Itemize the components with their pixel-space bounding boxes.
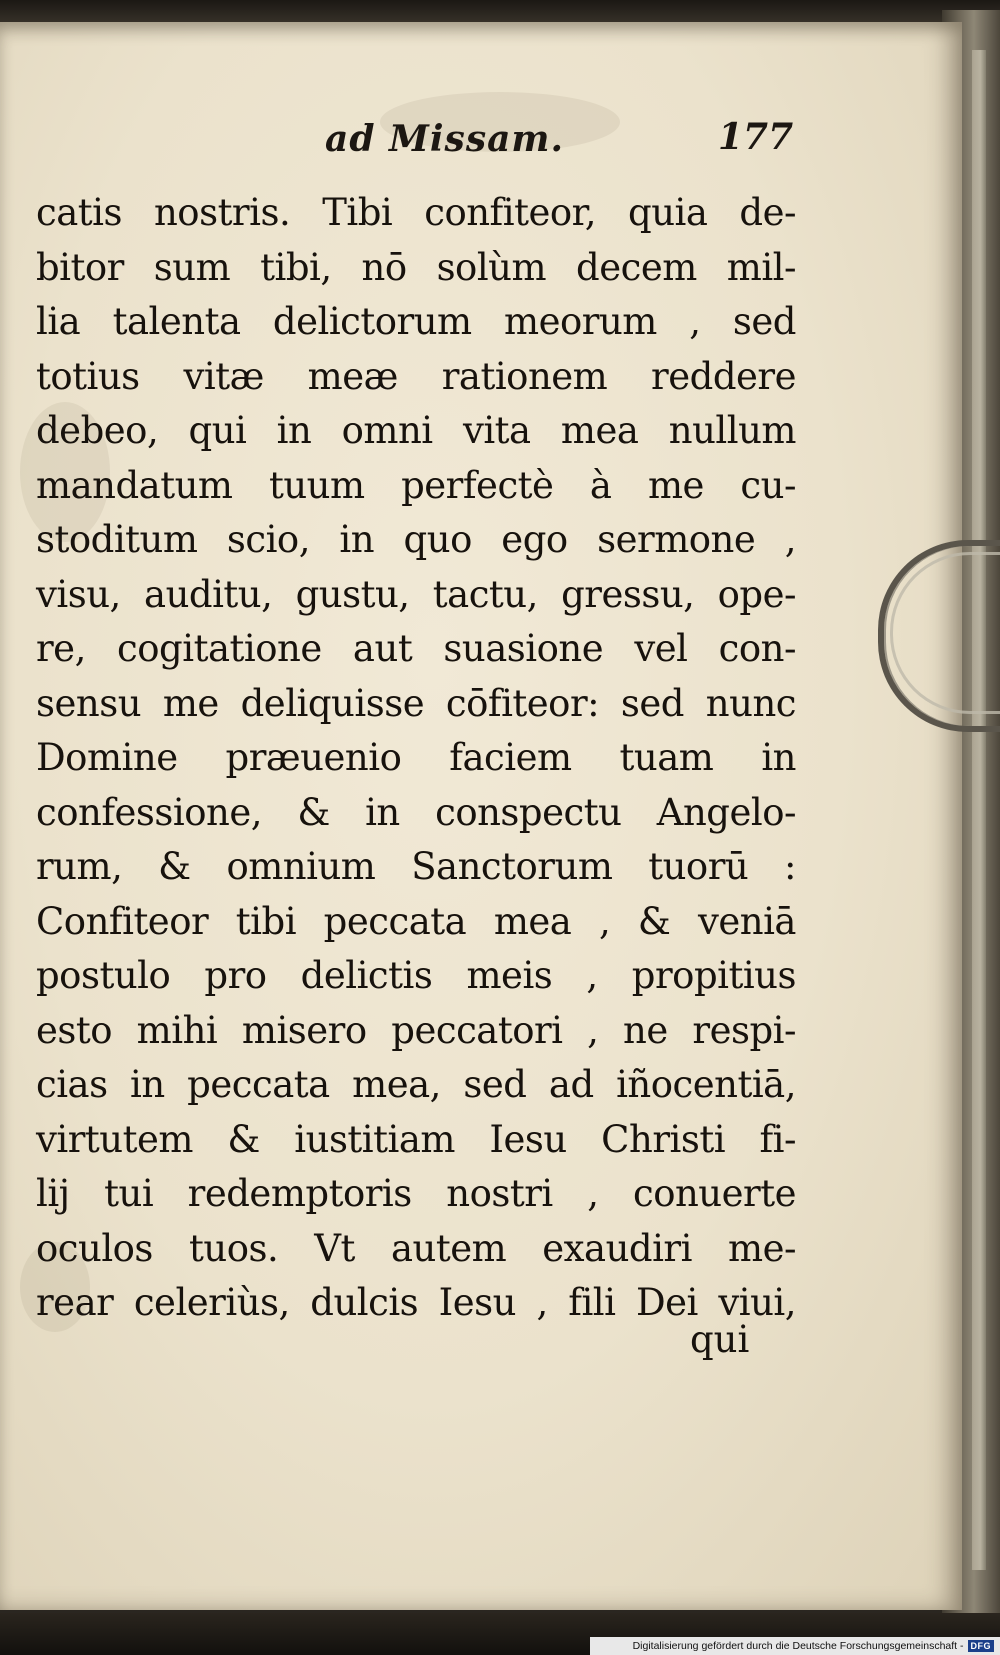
body-text: [36, 186, 796, 1331]
text-line: rear celeriùs, dulcis Iesu , fili Dei viui,: [36, 1281, 796, 1324]
text-line: mandatum tuum perfectè à me cu-: [36, 463, 796, 507]
text-line: rum, & omnium Sanctorum tuorū :: [36, 845, 796, 888]
text-line: lia talenta delictorum meorum , sed: [36, 300, 796, 343]
text-line: Confiteor tibi peccata mea , & veniā: [36, 899, 796, 943]
text-line: catis nostris. Tibi confiteor, quia de-: [36, 191, 796, 234]
running-title: ad Missam.: [325, 118, 565, 160]
dfg-logo: DFG: [968, 1640, 995, 1652]
catchword: qui: [690, 1318, 750, 1361]
text-line: totius vitæ meæ rationem reddere: [36, 354, 796, 398]
text-line: Domine præuenio faciem tuam in: [36, 736, 796, 779]
text-line: lij tui redemptoris nostri , conuerte: [36, 1172, 796, 1215]
text-line: re, cogitatione aut suasione vel con-: [36, 627, 796, 670]
text-line: visu, auditu, gustu, tactu, gressu, ope-: [36, 572, 796, 616]
text-line: esto mihi misero peccatori , ne respi-: [36, 1008, 796, 1052]
text-line: sensu me deliquisse cōfiteor: sed nunc: [36, 681, 796, 725]
credit-text: Digitalisierung gefördert durch die Deutsche Forschungsgemeinschaft -: [632, 1640, 964, 1652]
text-line: debeo, qui in omni vita mea nullum: [36, 409, 796, 452]
text-line: bitor sum tibi, nō solùm decem mil-: [36, 245, 796, 289]
text-line: virtutem & iustitiam Iesu Christi fi-: [36, 1117, 796, 1161]
text-line: confessione, & in conspectu Angelo-: [36, 790, 796, 834]
page-number: 177: [718, 116, 794, 158]
text-line: oculos tuos. Vt autem exaudiri me-: [36, 1226, 796, 1270]
text-line: postulo pro delictis meis , propitius: [36, 954, 796, 997]
text-line: cias in peccata mea, sed ad iñocentiā,: [36, 1063, 796, 1106]
text-line: stoditum scio, in quo ego sermone ,: [36, 518, 796, 561]
book-edge-highlight: [972, 50, 986, 1570]
digitization-credit: [590, 1637, 1000, 1655]
